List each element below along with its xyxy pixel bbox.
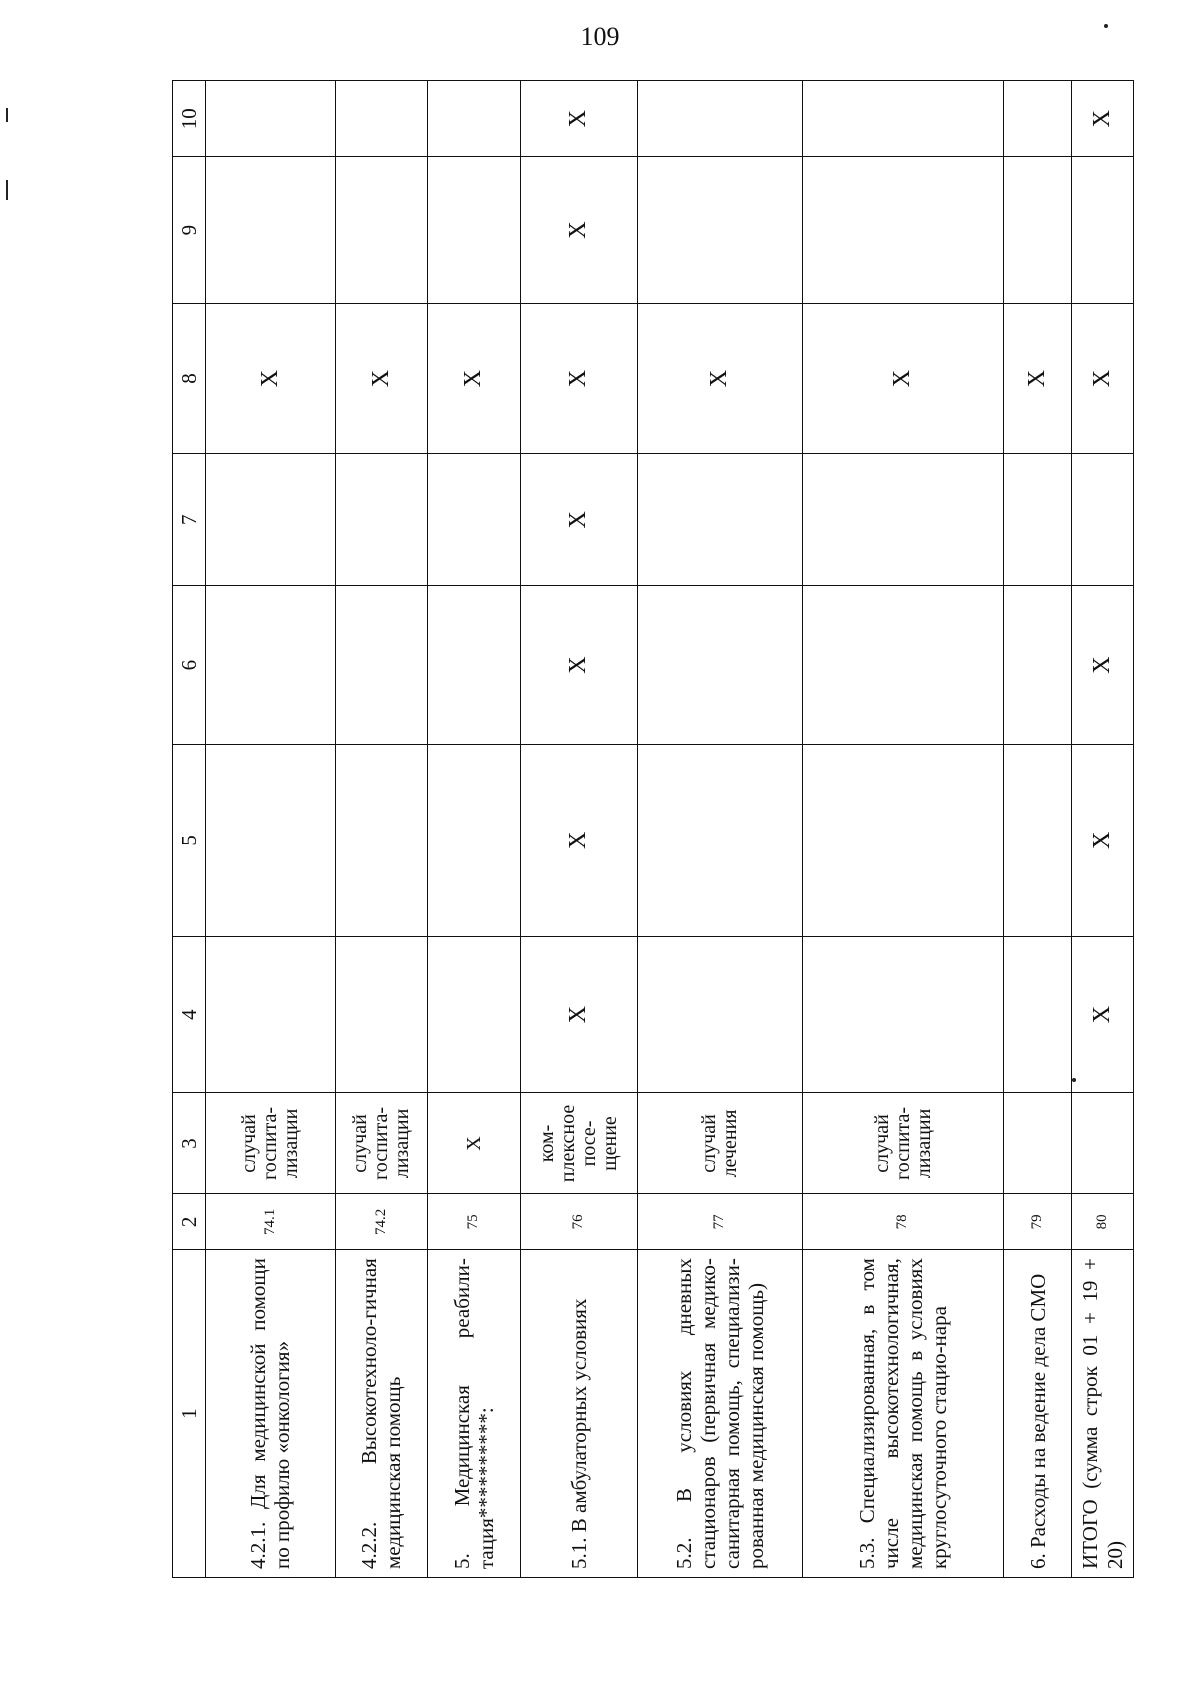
cell-col-9 [428,157,521,303]
cell-col-4: X [520,936,637,1093]
row-code: 78 [802,1194,1004,1250]
margin-mark [6,108,8,122]
row-code: 74.2 [335,1194,428,1250]
cell-col-9: X [520,157,637,303]
column-header: 4 [173,936,206,1093]
margin-mark [6,180,8,200]
row-code: 75 [428,1194,521,1250]
row-code: 74.1 [206,1194,336,1250]
cell-col-9 [1072,157,1134,303]
table-row [638,81,803,1578]
data-table [172,80,1134,1578]
table-row [520,81,637,1578]
cell-col-7 [1004,454,1072,586]
cell-col-7 [1072,454,1134,586]
row-name: 5.1. В амбулаторных условиях [520,1250,637,1578]
cell-col-10 [638,81,803,157]
cell-col-4 [206,936,336,1093]
column-header: 5 [173,745,206,937]
column-header: 1 [173,1250,206,1578]
column-header: 7 [173,454,206,586]
cell-col-4 [335,936,428,1093]
cell-col-10: X [1072,81,1134,157]
row-name: 6. Расходы на ведение дела СМО [1004,1250,1072,1578]
cell-col-8: X [1004,303,1072,454]
table-row [335,81,428,1578]
cell-col-4 [428,936,521,1093]
rotated-table-container [172,80,1134,1578]
header-row [173,81,206,1578]
column-header: 8 [173,303,206,454]
cell-col-9 [206,157,336,303]
cell-col-7: X [520,454,637,586]
cell-col-5 [802,745,1004,937]
cell-col-8: X [1072,303,1134,454]
cell-col-5 [206,745,336,937]
row-unit: случай госпита-лизации [335,1093,428,1194]
row-code: 80 [1072,1194,1134,1250]
cell-col-5: X [520,745,637,937]
row-name: 4.2.2. Высокотехноло-гичная медицинская помощь [335,1250,428,1578]
cell-col-5: X [1072,745,1134,937]
row-name: 5.2. В условиях дневных стационаров (первичная медико-санитарная помощь, специализи-рованная медицинская помощь) [638,1250,803,1578]
table-row [428,81,521,1578]
row-name: 4.2.1. Для медицинской помощи по профилю «онкология» [206,1250,336,1578]
row-unit: X [428,1093,521,1194]
cell-col-6 [1004,586,1072,745]
cell-col-5 [335,745,428,937]
cell-col-6 [638,586,803,745]
cell-col-7 [206,454,336,586]
row-unit [1004,1093,1072,1194]
cell-col-10 [802,81,1004,157]
scan-speck [1104,24,1108,28]
row-unit: случай госпита-лизации [802,1093,1004,1194]
cell-col-7 [335,454,428,586]
cell-col-7 [802,454,1004,586]
table-row [1004,81,1072,1578]
cell-col-6 [802,586,1004,745]
cell-col-5 [638,745,803,937]
cell-col-8: X [428,303,521,454]
row-unit: ком-плексное посе-щение [520,1093,637,1194]
row-name: 5. Медицинская реабили-тация**********: [428,1250,521,1578]
column-header: 10 [173,81,206,157]
column-header: 2 [173,1194,206,1250]
page-number: 109 [580,22,620,51]
cell-col-6 [206,586,336,745]
cell-col-9 [802,157,1004,303]
row-unit [1072,1093,1134,1194]
cell-col-10 [428,81,521,157]
cell-col-6 [428,586,521,745]
cell-col-9 [335,157,428,303]
table-row [206,81,336,1578]
row-code: 77 [638,1194,803,1250]
row-code: 79 [1004,1194,1072,1250]
row-name: 5.3. Специализированная, в том числе высокотехнологичная, медицинская помощь в условиях круглосуточного стацио-нара [802,1250,1004,1578]
cell-col-10: X [520,81,637,157]
cell-col-4 [638,936,803,1093]
cell-col-5 [428,745,521,937]
cell-col-9 [1004,157,1072,303]
cell-col-4 [1004,936,1072,1093]
cell-col-4 [802,936,1004,1093]
table-row [802,81,1004,1578]
cell-col-7 [428,454,521,586]
cell-col-4: X [1072,936,1134,1093]
cell-col-6: X [1072,586,1134,745]
cell-col-10 [1004,81,1072,157]
cell-col-9 [638,157,803,303]
cell-col-8: X [206,303,336,454]
row-unit: случай госпита-лизации [206,1093,336,1194]
cell-col-8: X [335,303,428,454]
column-header: 9 [173,157,206,303]
cell-col-8: X [802,303,1004,454]
table-row [1072,81,1134,1578]
row-code: 76 [520,1194,637,1250]
row-name: ИТОГО (сумма строк 01 + 19 + 20) [1072,1250,1134,1578]
cell-col-6 [335,586,428,745]
column-header: 3 [173,1093,206,1194]
cell-col-8: X [520,303,637,454]
cell-col-8: X [638,303,803,454]
cell-col-6: X [520,586,637,745]
cell-col-5 [1004,745,1072,937]
cell-col-7 [638,454,803,586]
cell-col-10 [206,81,336,157]
column-header: 6 [173,586,206,745]
row-unit: случай лечения [638,1093,803,1194]
cell-col-10 [335,81,428,157]
